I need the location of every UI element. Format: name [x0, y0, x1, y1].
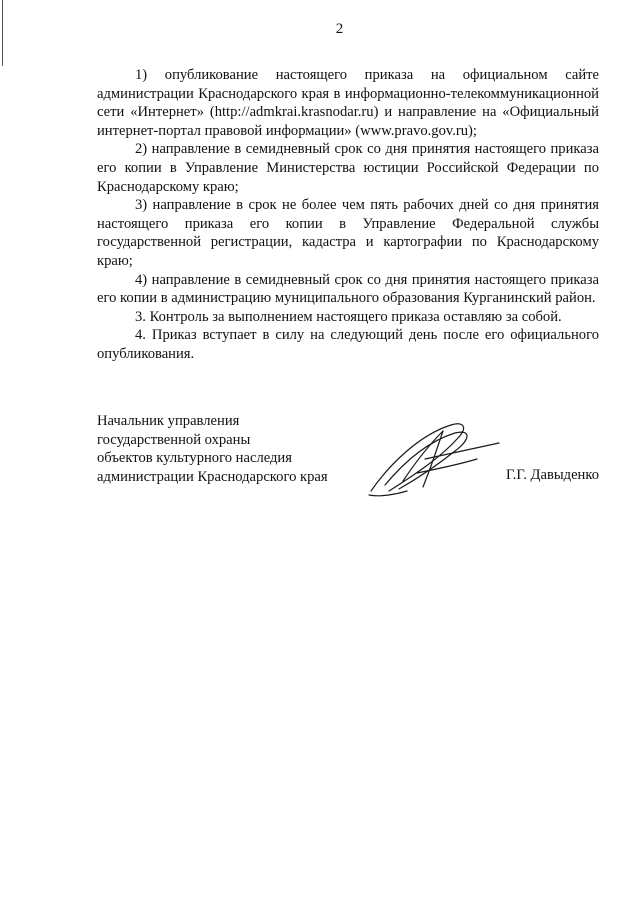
document-body: [97, 66, 599, 364]
paragraph-control: 3. Контроль за выполнением настоящего приказа оставляю за собой.: [135, 308, 562, 325]
signatory-title-line: администрации Краснодарского края: [97, 468, 328, 485]
page-number: 2: [335, 21, 344, 37]
signature-block: [97, 412, 599, 502]
signatory-title-line: государственной охраны: [97, 431, 251, 448]
paragraph-2: 2) направление в семидневный срок со дня принятия настоящего приказа его копии в Управление Министерства юстиции Российской Федерации по Краснодарскому краю;: [97, 141, 599, 195]
signatory-name: Г.Г. Давыденко: [505, 467, 599, 483]
handwritten-signature: [359, 415, 519, 499]
paragraph-3: 3) направление в срок не более чем пять рабочих дней со дня принятия настоящего приказа его копии в Управление Федеральной службы государственной регистрации, кадастра и картографии по Краснодарскому краю;: [97, 197, 599, 269]
signatory-title-line: Начальник управления: [97, 413, 240, 429]
paragraph-1: 1) опубликование настоящего приказа на официальном сайте администрации Краснодарского края в информационно-телекоммуникационной сети «Интернет» (http://admkrai.krasnodar.ru) и направление на «Официальный интернет-портал правовой информации» (www.pravo.gov.ru);: [97, 67, 599, 139]
paragraph-4: 4) направление в семидневный срок со дня принятия настоящего приказа его копии в администрацию муниципального образования Курганинский район.: [97, 271, 599, 307]
signatory-title-line: объектов культурного наследия: [97, 450, 292, 466]
paragraph-effective-date: 4. Приказ вступает в силу на следующий день после его официального опубликования.: [97, 327, 599, 362]
